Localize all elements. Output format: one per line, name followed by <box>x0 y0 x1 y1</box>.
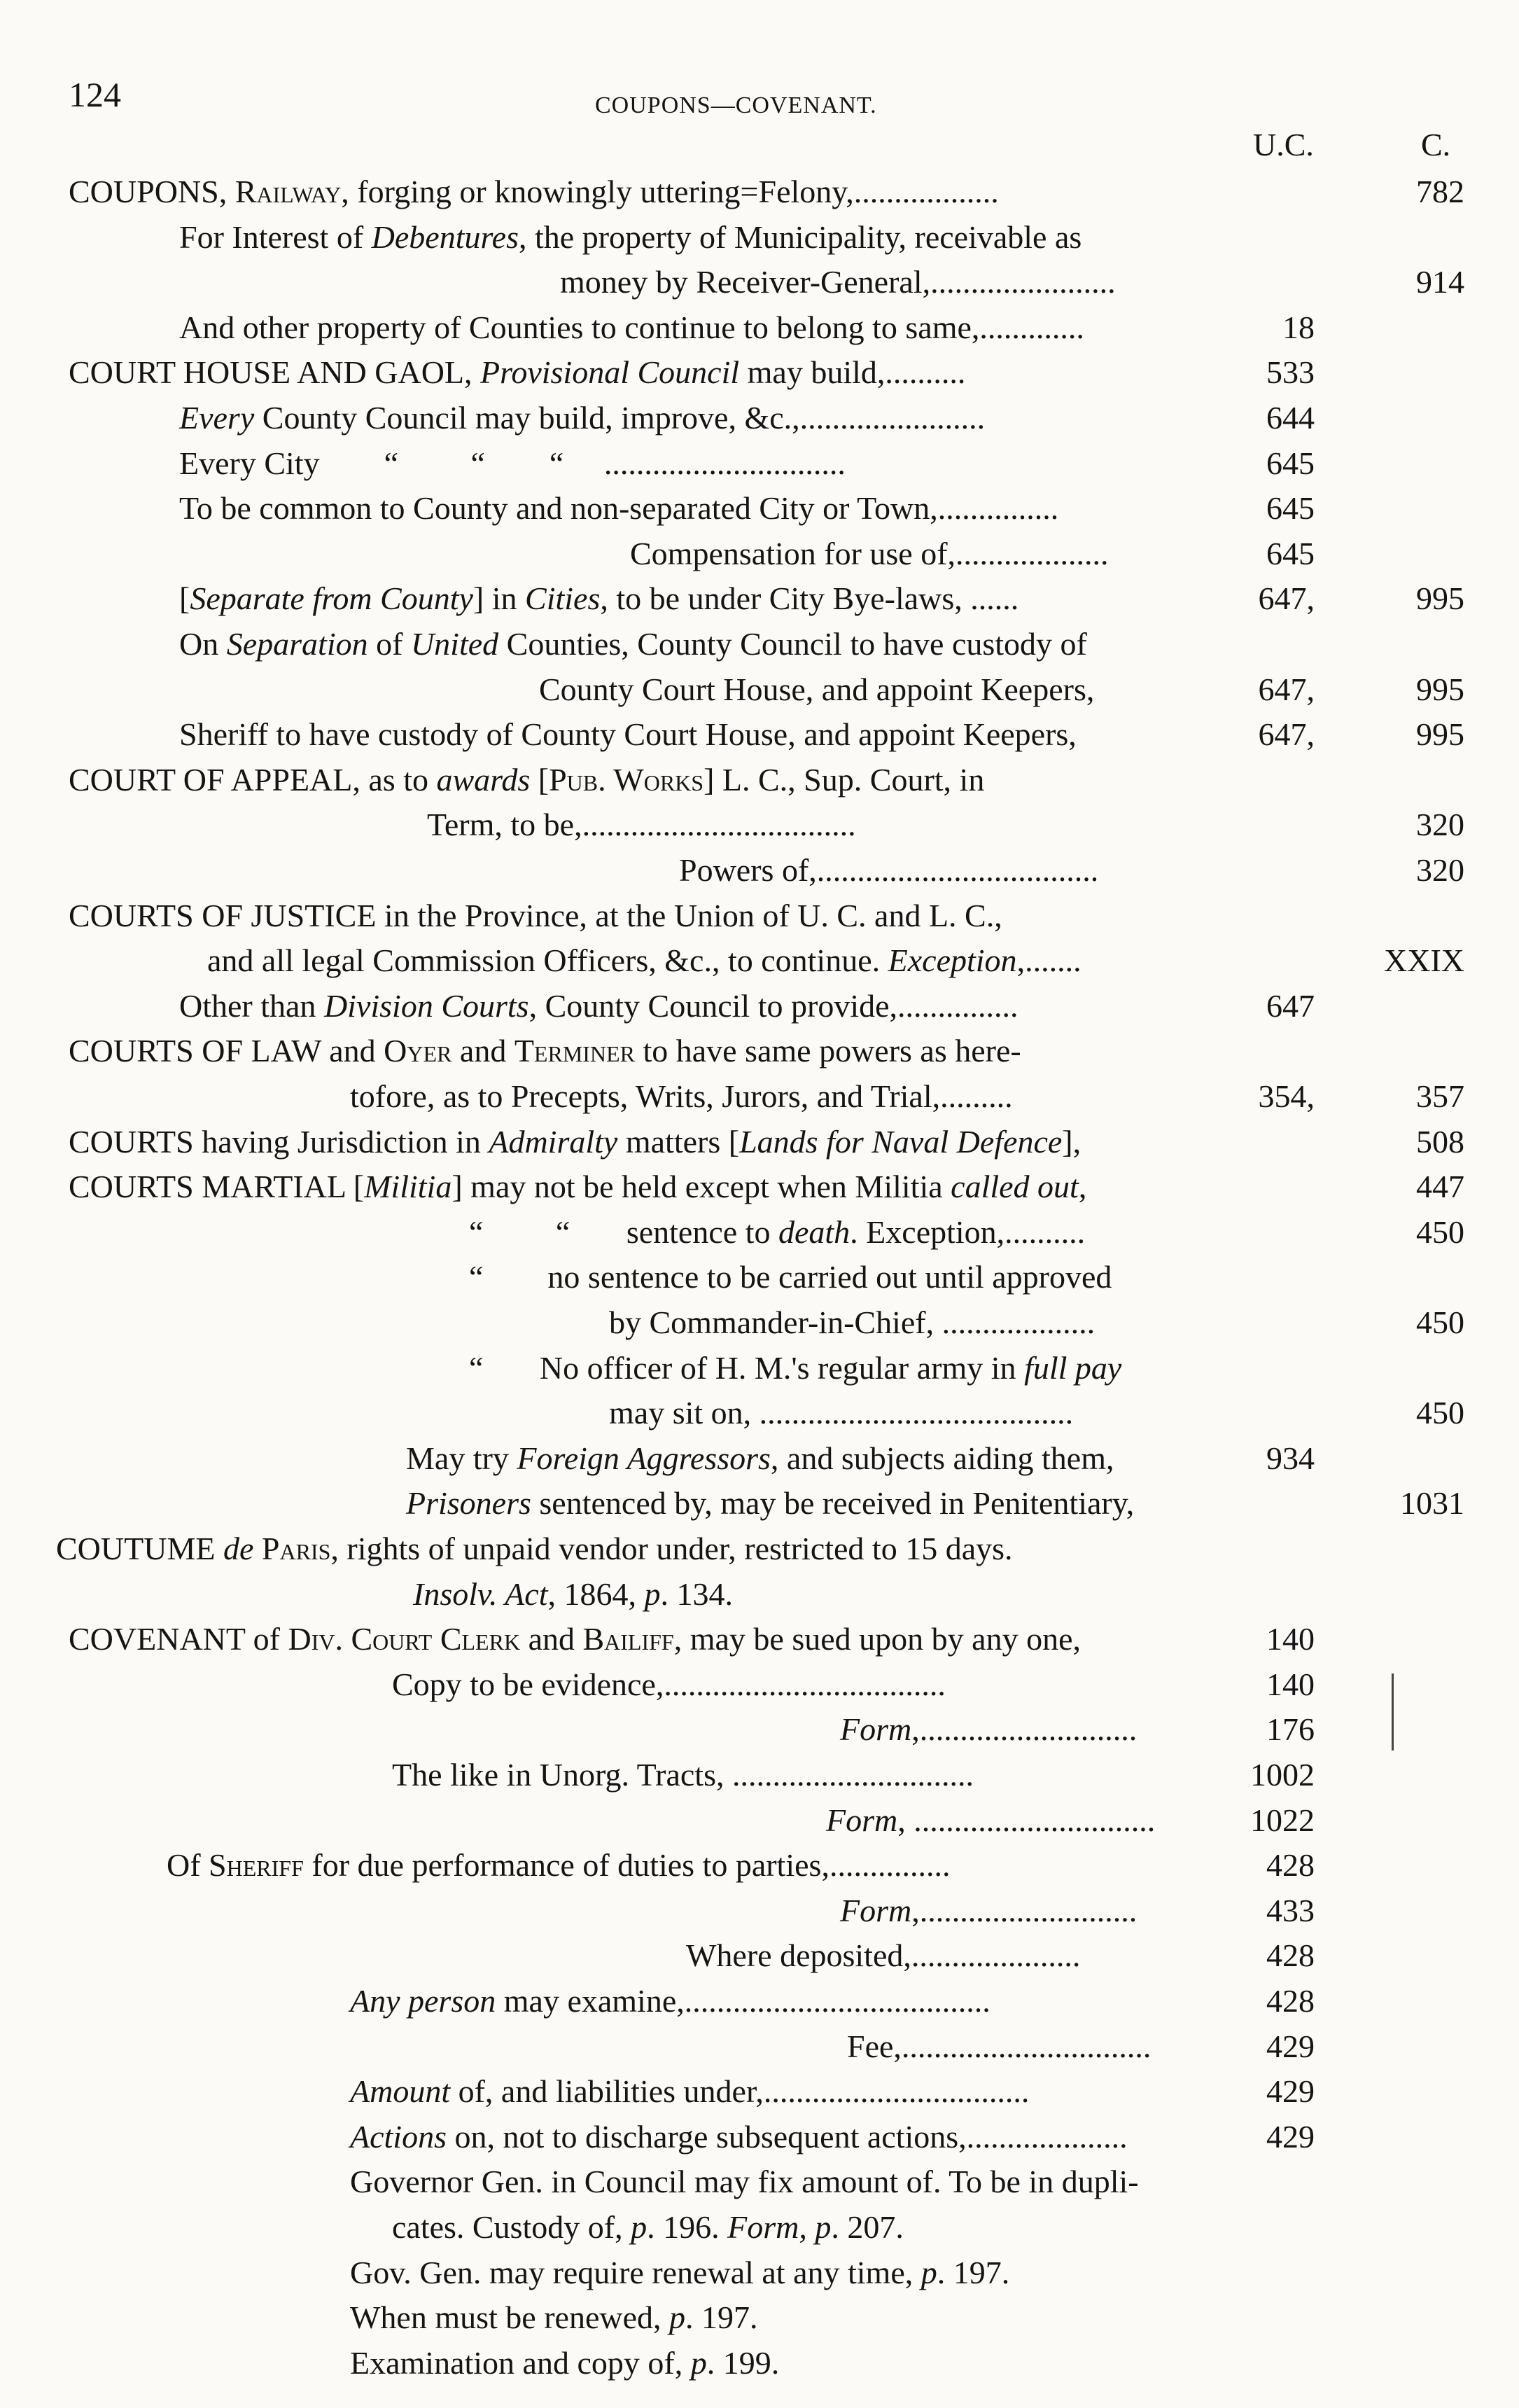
index-line <box>0 2159 1519 2204</box>
c-page-ref: 450 <box>1416 1304 1464 1340</box>
uc-page-ref: 18 <box>1282 309 1315 345</box>
entry-text: COURT HOUSE AND GAOL, Provisional Council may build,.......... <box>69 354 966 391</box>
entry-text: COURTS OF LAW and Oyer and Terminer to have same powers as here- <box>69 1033 1021 1069</box>
entry-text: “ “ sentence to death. Exception,.......... <box>469 1213 1086 1250</box>
entry-text: COUTUME de Paris, rights of unpaid vendor under, restricted to 15 days. <box>56 1531 1013 1566</box>
column-header-c: C. <box>1421 127 1451 162</box>
c-page-ref: 914 <box>1416 264 1464 300</box>
index-line <box>0 938 1519 983</box>
entry-text: COURTS OF JUSTICE in the Province, at the Union of U. C. and L. C., <box>69 897 1002 933</box>
c-page-ref: 508 <box>1416 1123 1464 1160</box>
index-line <box>0 1843 1519 1888</box>
entry-text: Form,........................... <box>840 1892 1138 1928</box>
margin-mark <box>1392 1673 1394 1751</box>
index-line <box>0 1526 1519 1571</box>
index-line <box>0 1255 1519 1300</box>
entry-text: Gov. Gen. may require renewal at any time, p. 197. <box>350 2254 1010 2290</box>
c-page-ref: XXIX <box>1384 942 1464 979</box>
index-line <box>0 350 1519 395</box>
index-line <box>0 848 1519 893</box>
index-line <box>0 1888 1519 1933</box>
index-line <box>0 1029 1519 1073</box>
index-line <box>0 712 1519 757</box>
index-line <box>0 1572 1519 1617</box>
entry-text: Compensation for use of,................... <box>630 535 1109 571</box>
index-line <box>0 802 1519 847</box>
index-line <box>0 1933 1519 1978</box>
entry-text: COVENANT of Div. Court Clerk and Bailiff, may be sued upon by any one, <box>69 1621 1082 1657</box>
entry-text: tofore, as to Precepts, Writs, Jurors, and Trial,......... <box>350 1078 1013 1114</box>
index-line <box>0 576 1519 621</box>
index-line <box>0 1979 1519 2024</box>
entry-text: Copy to be evidence,................................... <box>392 1666 946 1702</box>
index-line <box>0 1436 1519 1481</box>
entry-text: When must be renewed, p. 197. <box>350 2299 758 2336</box>
c-page-ref: 995 <box>1416 671 1464 707</box>
uc-page-ref: 428 <box>1266 1983 1315 2019</box>
entry-text: [Separate from County] in Cities, to be under City Bye-laws, ...... <box>179 580 1019 617</box>
entry-text: And other property of Counties to continue to belong to same,............. <box>179 309 1084 345</box>
entry-text: Fee,............................... <box>847 2028 1152 2064</box>
index-line <box>0 215 1519 260</box>
c-page-ref: 450 <box>1416 1395 1464 1431</box>
c-page-ref: 320 <box>1416 807 1464 843</box>
uc-page-ref: 645 <box>1266 535 1315 571</box>
uc-page-ref: 647, <box>1258 716 1315 753</box>
entry-text: COURTS MARTIAL [Militia] may not be held except when Militia called out, <box>69 1169 1087 1205</box>
index-line <box>0 1707 1519 1752</box>
entry-text: money by Receiver-General,....................... <box>560 264 1116 300</box>
index-line <box>0 2069 1519 2114</box>
c-page-ref: 320 <box>1416 852 1464 888</box>
uc-page-ref: 354, <box>1258 1078 1315 1114</box>
c-page-ref: 782 <box>1416 174 1464 209</box>
entry-text: by Commander-in-Chief, ................... <box>609 1304 1096 1340</box>
entry-text: COUPONS, Railway, forging or knowingly uttering=Felony,.................. <box>69 174 999 209</box>
entry-text: Every City “ “ “ .............................. <box>179 445 846 481</box>
entry-text: Term, to be,.................................. <box>427 807 856 843</box>
index-line <box>0 305 1519 350</box>
index-line <box>0 1753 1519 1797</box>
entry-text: and all legal Commission Officers, &c., to continue. Exception,....... <box>207 942 1082 979</box>
entry-text: For Interest of Debentures, the property of Municipality, receivable as <box>179 218 1082 255</box>
index-line <box>0 2115 1519 2159</box>
index-line <box>0 169 1519 214</box>
uc-page-ref: 647, <box>1258 671 1315 707</box>
c-page-ref: 995 <box>1416 580 1464 617</box>
index-line <box>0 893 1519 938</box>
uc-page-ref: 429 <box>1266 2028 1315 2064</box>
c-page-ref: 450 <box>1416 1213 1464 1250</box>
entry-text: Form,........................... <box>840 1711 1138 1748</box>
uc-page-ref: 429 <box>1266 2118 1315 2155</box>
index-line <box>0 260 1519 305</box>
uc-page-ref: 1022 <box>1250 1802 1315 1838</box>
index-line <box>0 1210 1519 1255</box>
c-page-ref: 447 <box>1416 1169 1464 1205</box>
uc-page-ref: 433 <box>1266 1892 1315 1928</box>
index-line <box>0 2205 1519 2250</box>
entry-text: May try Foreign Aggressors, and subjects aiding them, <box>406 1440 1114 1476</box>
c-page-ref: 995 <box>1416 716 1464 753</box>
uc-page-ref: 644 <box>1266 400 1315 436</box>
column-header-uc: U.C. <box>1253 127 1314 162</box>
index-line <box>0 1120 1519 1164</box>
entry-text: Insolv. Act, 1864, p. 134. <box>413 1575 733 1612</box>
entry-text: Other than Division Courts, County Council to provide,............... <box>179 987 1018 1024</box>
entry-text: The like in Unorg. Tracts, .............................. <box>392 1757 974 1793</box>
index-line <box>0 984 1519 1029</box>
uc-page-ref: 429 <box>1266 2073 1315 2110</box>
entry-text: Prisoners sentenced by, may be received in Penitentiary, <box>406 1485 1135 1522</box>
index-line <box>0 531 1519 576</box>
uc-page-ref: 533 <box>1266 354 1315 391</box>
c-page-ref: 357 <box>1416 1078 1464 1114</box>
entry-text: Examination and copy of, p. 199. <box>350 2344 780 2381</box>
index-line <box>0 486 1519 531</box>
page-number: 124 <box>69 75 121 114</box>
uc-page-ref: 140 <box>1266 1666 1315 1702</box>
index-line <box>0 1300 1519 1345</box>
index-line <box>0 2341 1519 2386</box>
index-line <box>0 2250 1519 2295</box>
index-line <box>0 758 1519 802</box>
entry-text: Any person may examine,...................................... <box>350 1983 990 2019</box>
index-line <box>0 1481 1519 1526</box>
index-line <box>0 1346 1519 1391</box>
index-line <box>0 2024 1519 2069</box>
uc-page-ref: 647, <box>1258 580 1315 617</box>
entry-text: COURTS having Jurisdiction in Admiralty matters [Lands for Naval Defence], <box>69 1123 1082 1160</box>
index-line <box>0 667 1519 712</box>
entry-text: On Separation of United Counties, County Council to have custody of <box>179 626 1087 662</box>
entry-text: Actions on, not to discharge subsequent actions,.................... <box>350 2118 1128 2155</box>
uc-page-ref: 934 <box>1266 1440 1315 1476</box>
uc-page-ref: 647 <box>1266 987 1315 1024</box>
uc-page-ref: 1002 <box>1250 1757 1315 1793</box>
uc-page-ref: 140 <box>1266 1621 1315 1657</box>
entry-text: Powers of,................................... <box>679 852 1099 888</box>
entry-text: COURT OF APPEAL, as to awards [Pub. Works] L. C., Sup. Court, in <box>69 761 985 798</box>
uc-page-ref: 645 <box>1266 445 1315 481</box>
uc-page-ref: 428 <box>1266 1937 1315 1974</box>
running-title: COUPONS—COVENANT. <box>595 92 877 118</box>
index-line <box>0 622 1519 667</box>
index-line <box>0 1074 1519 1119</box>
entry-text: Form, .............................. <box>826 1802 1156 1838</box>
entry-text: Amount of, and liabilities under,................................. <box>350 2073 1030 2110</box>
entry-text: “ No officer of H. M.'s regular army in full pay <box>469 1349 1122 1386</box>
uc-page-ref: 428 <box>1266 1847 1315 1884</box>
index-line <box>0 1662 1519 1707</box>
index-line <box>0 396 1519 440</box>
entry-text: cates. Custody of, p. 196. Form, p. 207. <box>392 2209 904 2245</box>
index-line <box>0 1164 1519 1209</box>
entry-text: Sheriff to have custody of County Court House, and appoint Keepers, <box>179 716 1077 753</box>
index-line <box>0 1391 1519 1435</box>
entry-text: Of Sheriff for due performance of duties to parties,............... <box>167 1847 951 1884</box>
entry-text: Governor Gen. in Council may fix amount of. To be in dupli- <box>350 2164 1139 2200</box>
uc-page-ref: 176 <box>1266 1711 1315 1748</box>
index-line <box>0 1798 1519 1843</box>
entry-text: “ no sentence to be carried out until approved <box>469 1259 1112 1295</box>
entry-text: may sit on, ....................................... <box>609 1395 1074 1431</box>
index-line <box>0 441 1519 486</box>
index-line <box>0 1617 1519 1662</box>
c-page-ref: 1031 <box>1400 1485 1464 1522</box>
entry-text: Where deposited,..................... <box>686 1937 1081 1974</box>
index-line <box>0 2295 1519 2340</box>
entry-text: County Court House, and appoint Keepers, <box>539 671 1095 707</box>
entry-text: Every County Council may build, improve, &c.,....................... <box>179 400 986 436</box>
uc-page-ref: 645 <box>1266 490 1315 527</box>
entry-text: To be common to County and non-separated City or Town,............... <box>179 490 1059 527</box>
